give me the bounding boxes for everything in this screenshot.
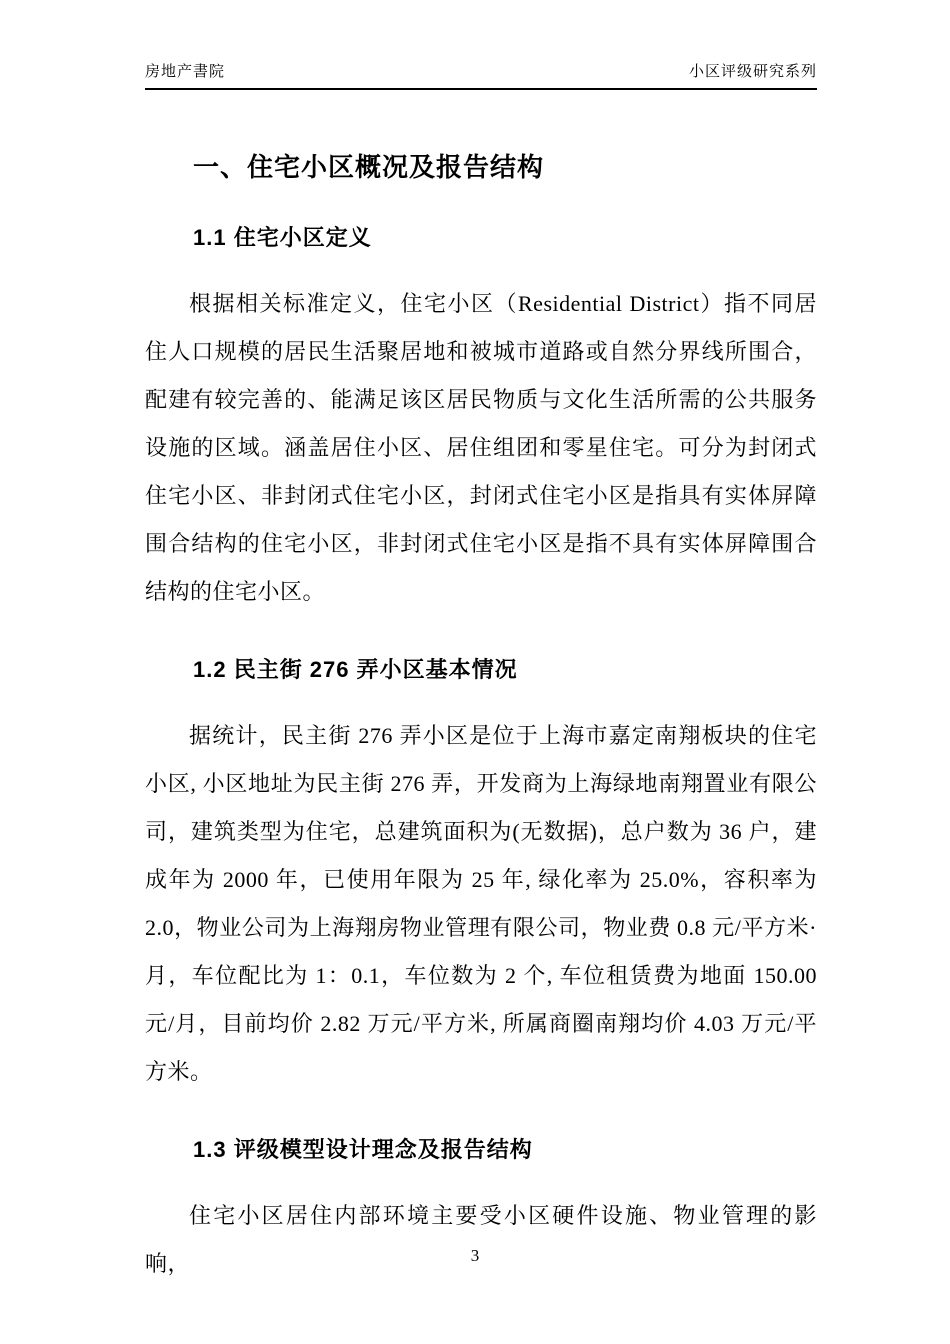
paragraph-basic-info: 据统计，民主街 276 弄小区是位于上海市嘉定南翔板块的住宅小区, 小区地址为民主街 276 弄，开发商为上海绿地南翔置业有限公司，建筑类型为住宅，总建筑面积为(无数据)，总户数为 36 户，建成年为 2000 年，已使用年限为 25 年, 绿化率为 25.0%，容积率为 2.0，物业公司为上海翔房物业管理有限公司，物业费 0.8 元/平方米·月，车位配比为 1：0.1，车位数为 2 个, 车位租赁费为地面 150.00 元/月，目前均价 2.82 万元/平方米, 所属商圈南翔均价 4.03 万元/平方米。 — [145, 723, 817, 1084]
page-footer — [0, 1246, 950, 1266]
page-number: 3 — [470, 1246, 480, 1265]
subsection-title-definition: 1.1 住宅小区定义 — [193, 225, 372, 250]
section-heading: 一、住宅小区概况及报告结构 — [193, 152, 545, 182]
header-left-text: 房地产書院 — [145, 64, 226, 80]
subsection-title-model-design: 1.3 评级模型设计理念及报告结构 — [193, 1137, 533, 1162]
paragraph-definition: 根据相关标准定义，住宅小区（Residential District）指不同居住人口规模的居民生活聚居地和被城市道路或自然分界线所围合，配建有较完善的、能满足该区居民物质与文化生活所需的公共服务设施的区域。涵盖居住小区、居住组团和零星住宅。可分为封闭式住宅小区、非封闭式住宅小区，封闭式住宅小区是指具有实体屏障围合结构的住宅小区，非封闭式住宅小区是指不具有实体屏障围合结构的住宅小区。 — [145, 291, 817, 604]
subsection-title-basic-info: 1.2 民主街 276 弄小区基本情况 — [193, 657, 518, 682]
header-right-text: 小区评级研究系列 — [688, 64, 817, 80]
paragraph-model-design: 住宅小区居住内部环境主要受小区硬件设施、物业管理的影响， — [145, 1203, 817, 1276]
page-header — [145, 60, 817, 90]
document-content — [145, 128, 817, 1288]
